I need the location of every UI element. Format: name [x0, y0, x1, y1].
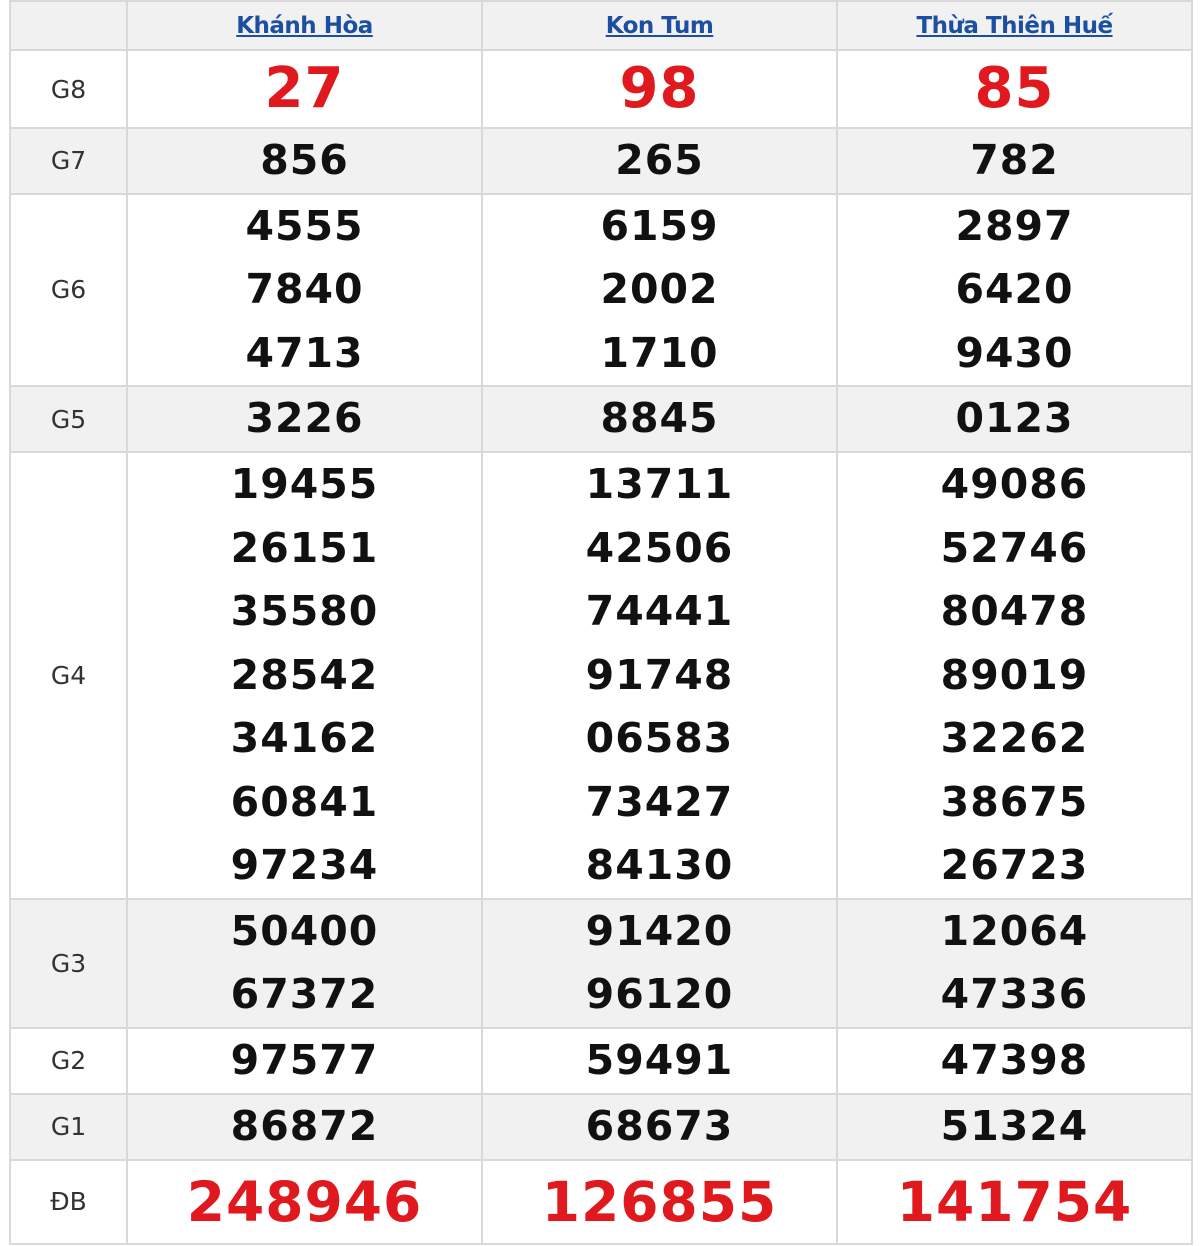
number-g4: 26723 — [940, 841, 1089, 889]
number-g4: 26151 — [230, 523, 379, 572]
number-special: 126855 — [541, 1169, 778, 1234]
prize-label-g3: G3 — [10, 899, 127, 1028]
cell-g3-khanh-hoa — [127, 899, 482, 1028]
number-g6: 7840 — [245, 265, 364, 313]
number-g2: 59491 — [585, 1035, 734, 1084]
prize-label-g5: G5 — [10, 386, 127, 452]
number-g4: 74441 — [585, 587, 734, 635]
prize-label-special: ĐB — [10, 1160, 127, 1244]
cell-g6-thua-thien-hue — [837, 194, 1192, 387]
number-g4: 49086 — [940, 460, 1089, 508]
number-g8: 27 — [264, 56, 345, 121]
header-row — [10, 1, 1192, 50]
prize-label-g4: G4 — [10, 452, 127, 899]
number-g6: 1710 — [600, 328, 719, 377]
cell-db-khanh-hoa — [127, 1160, 482, 1244]
number-g8: 98 — [619, 56, 700, 121]
cell-g8-thua-thien-hue — [837, 50, 1192, 128]
prize-label-g7: G7 — [10, 128, 127, 194]
cell-g5-khanh-hoa — [127, 386, 482, 452]
number-g4: 35580 — [230, 587, 379, 635]
number-g6: 4555 — [245, 201, 364, 250]
number-g4: 80478 — [940, 587, 1089, 635]
cell-g4-thua-thien-hue — [837, 452, 1192, 899]
number-g6: 2002 — [600, 265, 719, 313]
cell-g4-khanh-hoa — [127, 452, 482, 899]
cell-g1-khanh-hoa — [127, 1094, 482, 1160]
number-g4: 06583 — [585, 714, 734, 762]
number-g6: 6420 — [955, 265, 1074, 313]
prize-label-g8: G8 — [10, 50, 127, 128]
prize-label-g6: G6 — [10, 194, 127, 387]
lottery-results-table — [9, 0, 1193, 1245]
cell-g7-thua-thien-hue — [837, 128, 1192, 194]
province-link-thua-thien-hue[interactable]: Thừa Thiên Huế — [916, 12, 1113, 39]
prize-row-g6 — [10, 194, 1192, 387]
cell-g8-kon-tum — [482, 50, 837, 128]
header-thua-thien-hue — [837, 1, 1192, 50]
cell-db-thua-thien-hue — [837, 1160, 1192, 1244]
number-g1: 68673 — [585, 1101, 734, 1150]
number-g7: 856 — [260, 136, 349, 184]
number-g4: 34162 — [230, 714, 379, 762]
number-g4: 32262 — [940, 714, 1089, 762]
number-g5: 8845 — [600, 394, 719, 443]
prize-row-g1 — [10, 1094, 1192, 1160]
number-g4: 38675 — [940, 777, 1089, 826]
prize-label-g1: G1 — [10, 1094, 127, 1160]
number-g5: 0123 — [955, 394, 1074, 443]
number-g4: 60841 — [230, 777, 379, 826]
number-g4: 28542 — [230, 650, 379, 699]
cell-g2-khanh-hoa — [127, 1028, 482, 1094]
number-g4: 52746 — [940, 523, 1089, 572]
number-g4: 19455 — [230, 460, 379, 508]
cell-g5-thua-thien-hue — [837, 386, 1192, 452]
number-g3: 67372 — [230, 970, 379, 1018]
prize-row-g3 — [10, 899, 1192, 1028]
header-kon-tum — [482, 1, 837, 50]
number-g3: 47336 — [940, 970, 1089, 1018]
cell-g4-kon-tum — [482, 452, 837, 899]
cell-g5-kon-tum — [482, 386, 837, 452]
cell-db-kon-tum — [482, 1160, 837, 1244]
cell-g1-kon-tum — [482, 1094, 837, 1160]
number-g5: 3226 — [245, 394, 364, 443]
number-g7: 782 — [970, 136, 1059, 184]
number-g2: 47398 — [940, 1035, 1089, 1084]
prize-row-g2 — [10, 1028, 1192, 1094]
cell-g2-thua-thien-hue — [837, 1028, 1192, 1094]
number-g6: 6159 — [600, 201, 719, 250]
number-g3: 91420 — [585, 906, 734, 955]
header-khanh-hoa — [127, 1, 482, 50]
number-g4: 73427 — [585, 777, 734, 826]
prize-row-g4 — [10, 452, 1192, 899]
number-g6: 4713 — [245, 328, 364, 377]
number-special: 141754 — [896, 1169, 1133, 1234]
number-g6: 2897 — [955, 201, 1074, 250]
number-g3: 50400 — [230, 906, 379, 955]
number-g4: 91748 — [585, 650, 734, 699]
cell-g1-thua-thien-hue — [837, 1094, 1192, 1160]
number-g4: 84130 — [585, 841, 734, 889]
number-g1: 86872 — [230, 1101, 379, 1150]
number-g4: 13711 — [585, 460, 734, 508]
header-corner — [10, 1, 127, 50]
cell-g6-khanh-hoa — [127, 194, 482, 387]
number-g4: 89019 — [940, 650, 1089, 699]
cell-g6-kon-tum — [482, 194, 837, 387]
number-g7: 265 — [615, 136, 704, 184]
prize-row-g8 — [10, 50, 1192, 128]
cell-g8-khanh-hoa — [127, 50, 482, 128]
number-g4: 97234 — [230, 841, 379, 889]
number-g1: 51324 — [940, 1101, 1089, 1150]
cell-g7-kon-tum — [482, 128, 837, 194]
number-g8: 85 — [974, 56, 1055, 121]
number-special: 248946 — [186, 1169, 423, 1234]
province-link-khanh-hoa[interactable]: Khánh Hòa — [236, 12, 373, 39]
number-g6: 9430 — [955, 328, 1074, 377]
number-g4: 42506 — [585, 523, 734, 572]
number-g3: 96120 — [585, 970, 734, 1018]
cell-g7-khanh-hoa — [127, 128, 482, 194]
prize-row-g5 — [10, 386, 1192, 452]
province-link-kon-tum[interactable]: Kon Tum — [605, 12, 714, 39]
prize-label-g2: G2 — [10, 1028, 127, 1094]
number-g3: 12064 — [940, 906, 1089, 955]
cell-g3-kon-tum — [482, 899, 837, 1028]
cell-g3-thua-thien-hue — [837, 899, 1192, 1028]
prize-row-special — [10, 1160, 1192, 1244]
number-g2: 97577 — [230, 1035, 379, 1084]
prize-row-g7 — [10, 128, 1192, 194]
cell-g2-kon-tum — [482, 1028, 837, 1094]
